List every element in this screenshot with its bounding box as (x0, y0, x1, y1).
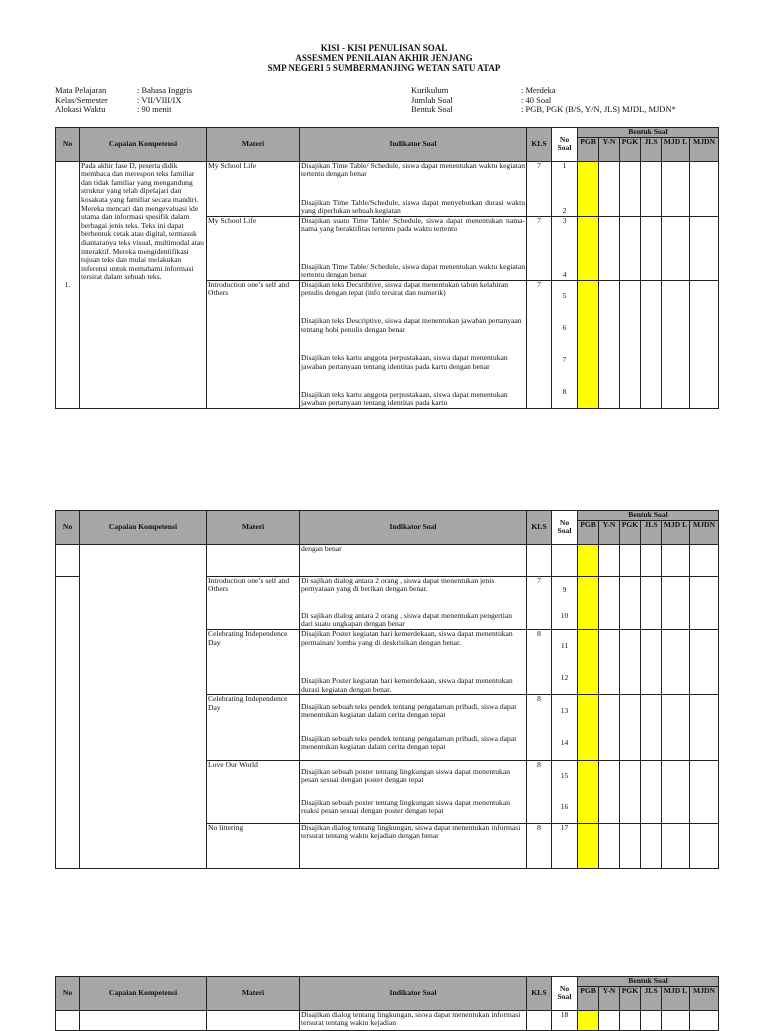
materi-cell: Celebrating Independence Day (207, 695, 300, 760)
no-soal-cell: 4 (562, 270, 567, 280)
grid-table-3 (55, 976, 719, 1031)
materi-cell: Love Our World (207, 760, 300, 823)
header-kls: KLS (527, 511, 552, 545)
header-mjdn: MJDN (690, 520, 719, 544)
indikator-text: Disajikan suatu Time Table/ Schedule, siswa dapat menentukan nama-nama yang beraktifitas tertentu pada waktu tertentu (301, 216, 525, 234)
info-left (55, 86, 192, 115)
header-no: No (56, 977, 80, 1011)
header-materi: Materi (207, 511, 300, 545)
header-jls: JLS (641, 520, 662, 544)
indikator-text: Disajikan Poster kegiatan hari kemerdekaan, siswa dapat menentukan durasi kegiatan dengan benar. (301, 676, 513, 694)
row-number: 1. (56, 161, 80, 408)
header-pgb: PGB (578, 986, 599, 1010)
no-soal-cell: 16 (560, 801, 569, 811)
pgb-mark-cell (578, 760, 599, 823)
header-no-soal: No Soal (552, 977, 578, 1011)
pgb-mark-cell (578, 280, 599, 408)
kls-cell: 8 (527, 760, 552, 823)
header-bentuk-soal: Bentuk Soal (578, 511, 719, 521)
indikator-text: Di sajikan dialog antara 2 orang , siswa dapat menentukan pengertian dari suatu ungkapan dengan benar (301, 610, 513, 629)
no-soal-cell: 2 (562, 206, 567, 216)
info-label: Jumlah Soal (411, 94, 453, 105)
indikator-text: Di sajikan dialog antara 2 orang , siswa dapat menentukan jenis pernyataan yang di berikan dengan benar. (301, 576, 495, 594)
pgb-mark-cell (578, 161, 599, 216)
header-mjdn: MJDN (690, 986, 719, 1010)
header-kls: KLS (527, 128, 552, 162)
kls-cell: 7 (527, 280, 552, 408)
header-no-soal: No Soal (552, 511, 578, 545)
header-no: No (56, 128, 80, 162)
no-soal-cell: 7 (562, 354, 567, 364)
capaian-kompetensi-text: Pada akhir fase D, peserta didik membaca dan merespon teks familiar dan tidak familiar yang mengandung struktur yang telah dipelajari dan kosakata yang familiar secara mandiri. Mereka mencari dan mengevaluasi ide utama dan informasi spesifik dalam berbagai jenis teks. Teks ini dapat berbentuk cetak atau digital, termasuk diantaranya teks visual, multimodal atau interaktif. Mereka mengidentifikasi tujuan teks dan mulai melakukan inferensi untuk memahami informasi tersirat dalam sebuah teks. (80, 161, 207, 408)
kls-cell: 7 (527, 161, 552, 216)
header-bentuk-soal: Bentuk Soal (578, 128, 719, 138)
indikator-text: Disajikan sebuah poster tentang lingkungan siswa dapat menentukan reaksi pesan sesuai dengan poster dengan tepat (301, 797, 510, 816)
header-mjdl: MJD L (662, 520, 690, 544)
indikator-text: dengan benar (300, 544, 527, 576)
header-mjdn: MJDN (690, 137, 719, 161)
info-value: : 90 menit (137, 104, 172, 114)
header-kls: KLS (527, 977, 552, 1011)
info-label: Kurikulum (411, 85, 449, 95)
no-soal-cell: 9 (562, 584, 567, 594)
info-value: : 40 Soal (521, 94, 552, 105)
info-label: Mata Pelajaran (55, 85, 107, 95)
header-materi: Materi (207, 977, 300, 1011)
document-title-line2: ASSESMEN PENILAIAN AKHIR JENJANG (295, 53, 473, 63)
materi-cell: Celebrating Independence Day (207, 630, 300, 695)
kls-cell: 7 (527, 216, 552, 280)
grid-table-2 (55, 510, 719, 869)
no-soal-cell: 14 (560, 738, 569, 748)
kls-cell: 7 (527, 576, 552, 629)
header-capaian: Capaian Kompetensi (80, 128, 207, 162)
info-label: Bentuk Soal (411, 104, 453, 114)
header-pgb: PGB (578, 520, 599, 544)
no-soal-cell: 3 (562, 216, 567, 225)
indikator-text: Disajikan dialog tentang lingkungan, siswa dapat menentukan informasi tersurat tentang waktu kejadian dengan benar (300, 823, 527, 868)
materi-cell: My School Life (207, 161, 300, 216)
no-soal-cell: 1 (562, 161, 567, 170)
indikator-text: Disajikan teks Decsribtive, siswa dapat menentukan tahun kelahiran penulis dengan tepat (info tersirat dan numerik) (301, 280, 509, 298)
indikator-text: Disajikan Time Table/ Schedule, siswa dapat menentukan waktu kegiatan tertentu dengan benar (301, 261, 525, 280)
header-pgk: PGK (620, 520, 641, 544)
pgb-mark-cell (578, 1010, 599, 1030)
header-pgk: PGK (620, 137, 641, 161)
kls-cell: 8 (527, 823, 552, 868)
header-pgb: PGB (578, 137, 599, 161)
indikator-text: Disajikan sebuah teks pendek tentang pengalaman pribadi, siswa dapat menentukan kegiatan dalam cerita dengan tepat (301, 733, 517, 752)
header-yn: Y-N (599, 986, 620, 1010)
indikator-text: Disajikan dialog tentang lingkungan, siswa dapat menentukan informasi tersurat tentang waktu kejadian (300, 1010, 527, 1030)
pgb-mark-cell (578, 630, 599, 695)
pgb-mark-cell (578, 576, 599, 629)
materi-cell: No littering (207, 823, 300, 868)
no-soal-cell: 18 (552, 1010, 578, 1030)
indikator-text: Disajikan Time Table/Schedule, siswa dapat menyebutkan durasi waktu yang diperlukan sebuah kegiatan (301, 197, 525, 216)
materi-cell: My School Life (207, 216, 300, 280)
header-indikator: Indikator Soal (300, 511, 527, 545)
kls-cell: 8 (527, 630, 552, 695)
indikator-text: Disajikan sebuah poster tentang lingkungan siswa dapat menentukan pesan sesuai dengan poster dengan tepat (301, 766, 510, 785)
no-soal-cell: 13 (560, 706, 569, 716)
header-capaian: Capaian Kompetensi (80, 977, 207, 1011)
pgb-mark-cell (578, 544, 599, 576)
header-pgk: PGK (620, 986, 641, 1010)
indikator-text: Disajikan teks Descriptive, siswa dapat menentukan jawaban pertanyaan tentang hobi penulis dengan benar (301, 316, 522, 335)
pgb-mark-cell (578, 216, 599, 280)
header-mjdl: MJD L (662, 137, 690, 161)
no-soal-cell: 12 (560, 672, 569, 682)
document-title-line3: SMP NEGERI 5 SUMBERMANJING WETAN SATU ATAP (267, 63, 501, 73)
header-yn: Y-N (599, 137, 620, 161)
header-jls: JLS (641, 986, 662, 1010)
materi-cell: Introduction one’s self and Others (207, 576, 300, 629)
kls-cell: 8 (527, 695, 552, 760)
indikator-text: Disajikan Time Table/ Schedule, siswa dapat menentukan waktu kegiatan tertentu dengan benar (301, 161, 525, 179)
no-soal-cell: 15 (560, 770, 569, 780)
capaian-kompetensi-empty (80, 544, 207, 868)
header-no-soal: No Soal (552, 128, 578, 162)
header-jls: JLS (641, 137, 662, 161)
header-no: No (56, 511, 80, 545)
no-soal-cell: 5 (562, 291, 567, 301)
indikator-text: Disajikan Poster kegiatan hari kemerdekaan, siswa dapat menentukan permainan/ lomba yang di deskrisikan dengan benar. (301, 629, 513, 647)
indikator-text: Disajikan sebuah teks pendek tentang pengalaman pribadi, siswa dapat menentukan kegiatan dalam cerita dengan tepat (301, 701, 517, 720)
no-soal-cell: 17 (552, 823, 578, 868)
document-title-line1: KISI - KISI PENULISAN SOAL (320, 43, 448, 53)
indikator-text: Disajikan teks kartu anggota perpustakaan, siswa dapat menentukan jawaban pertanyaan tentang identitas pada kartu (301, 389, 508, 408)
materi-cell: Introduction one’s self and Others (207, 280, 300, 408)
info-value: : Bahasa Inggris (137, 85, 193, 95)
no-soal-cell: 11 (560, 640, 569, 650)
info-label: Alokasi Waktu (55, 104, 106, 114)
header-indikator: Indikator Soal (300, 977, 527, 1011)
info-value: : Merdeka (521, 85, 556, 95)
header-mjdl: MJD L (662, 986, 690, 1010)
no-soal-cell: 8 (562, 386, 567, 396)
grid-table-1 (55, 127, 719, 409)
header-materi: Materi (207, 128, 300, 162)
indikator-text: Disajikan teks kartu anggota perpustakaan, siswa dapat menentukan jawaban pertanyaan tentang identitas pada kartu dengan benar (301, 353, 508, 371)
header-yn: Y-N (599, 520, 620, 544)
no-soal-cell: 6 (562, 323, 567, 333)
info-right (411, 86, 676, 115)
info-label: Kelas/Semester (55, 94, 108, 105)
info-value: : PGB, PGK (B/S, Y/N, JLS) MJDL, MJDN* (521, 104, 676, 114)
pgb-mark-cell (578, 695, 599, 760)
pgb-mark-cell (578, 823, 599, 868)
no-soal-cell: 10 (560, 610, 569, 620)
info-value: : VII/VIII/IX (137, 94, 182, 105)
header-bentuk-soal: Bentuk Soal (578, 977, 719, 987)
header-indikator: Indikator Soal (300, 128, 527, 162)
header-capaian: Capaian Kompetensi (80, 511, 207, 545)
